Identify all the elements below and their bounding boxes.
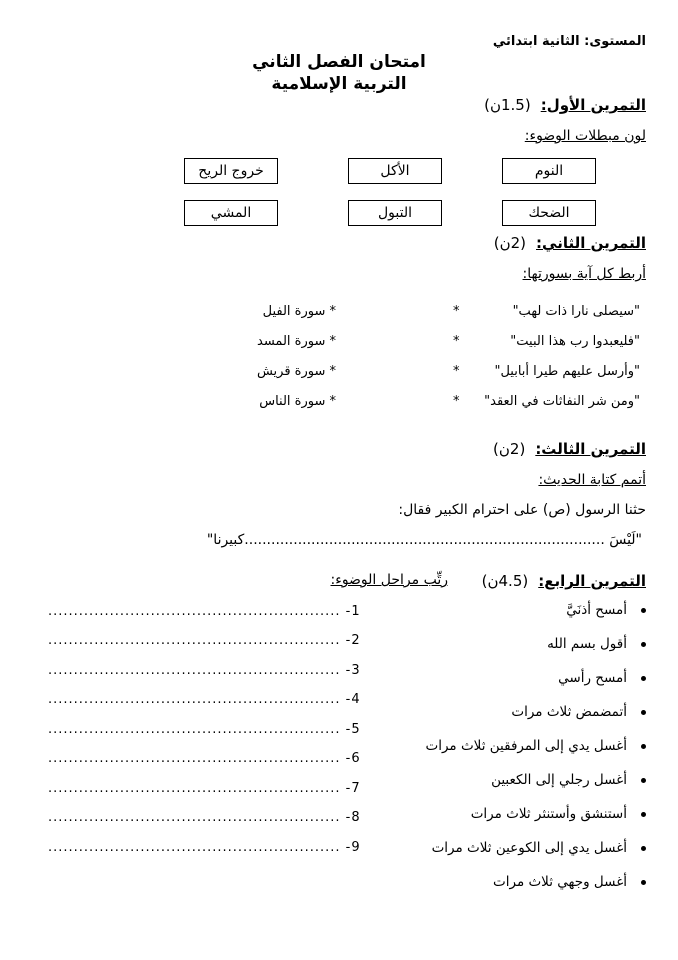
exercise-2-instruction: أربط كل آية بسورتها: — [522, 266, 646, 282]
exercise-4-instruction: رتِّب مراحل الوضوء: — [330, 572, 448, 588]
surah: * سورة المسد — [257, 334, 336, 349]
exercise-2-heading — [494, 234, 646, 252]
match-dot[interactable]: * — [453, 364, 460, 379]
surah: * سورة الفيل — [262, 304, 336, 319]
step-item: أتمضمض ثلاث مرات — [511, 704, 646, 720]
option-box[interactable]: خروج الريح — [184, 158, 278, 184]
surah: * سورة الناس — [259, 394, 336, 409]
verse: "فليعبدوا رب هذا البيت" — [510, 334, 640, 349]
exercise-3-label: التمرين الثالث: — [535, 440, 646, 458]
option-box[interactable]: الضحك — [502, 200, 596, 226]
bullet-icon — [641, 846, 646, 851]
step-item: أغسل يدي إلى المرفقين ثلاث مرات — [426, 738, 646, 754]
verse: "وأرسل عليهم طيرا أبابيل" — [494, 364, 640, 379]
step-item: أقول بسم الله — [547, 636, 646, 652]
surah: * سورة قريش — [256, 364, 336, 379]
exercise-3-points: (2ن) — [493, 440, 526, 458]
option-box[interactable]: النوم — [502, 158, 596, 184]
answer-line[interactable]: ......................................................... -9 — [48, 840, 361, 855]
step-item: أغسل رجلي إلى الكعبين — [491, 772, 646, 788]
bullet-icon — [641, 812, 646, 817]
option-box[interactable]: المشي — [184, 200, 278, 226]
answer-line[interactable]: ......................................................... -8 — [48, 810, 361, 825]
bullet-icon — [641, 744, 646, 749]
exercise-2-label: التمرين الثاني: — [536, 234, 646, 252]
answer-line[interactable]: ......................................................... -4 — [48, 692, 361, 707]
exercise-3-heading — [493, 440, 646, 458]
answer-line[interactable]: ......................................................... -2 — [48, 633, 361, 648]
bullet-icon — [641, 778, 646, 783]
answer-line[interactable]: ......................................................... -3 — [48, 663, 361, 678]
exercise-3-instruction: أتمم كتابة الحديث: — [538, 472, 646, 488]
match-dot[interactable]: * — [453, 304, 460, 319]
bullet-icon — [641, 608, 646, 613]
step-item: أغسل يدي إلى الكوعين ثلاث مرات — [432, 840, 646, 856]
exercise-4-heading — [482, 572, 646, 590]
bullet-icon — [641, 676, 646, 681]
step-item: أمسح رأسي — [558, 670, 646, 686]
option-box[interactable]: الأكل — [348, 158, 442, 184]
option-box[interactable]: التبول — [348, 200, 442, 226]
answer-line[interactable]: ......................................................... -1 — [48, 604, 361, 619]
match-dot[interactable]: * — [453, 334, 460, 349]
bullet-icon — [641, 642, 646, 647]
exercise-2-points: (2ن) — [493, 234, 527, 252]
step-item: أستنشق وأستنثر ثلاث مرات — [471, 806, 646, 822]
step-item: أمسح أذنَيَّ — [566, 602, 646, 618]
exercise-1-points: (1.5ن) — [484, 96, 531, 114]
match-dot[interactable]: * — [453, 394, 460, 409]
answer-line[interactable]: ......................................................... -7 — [48, 781, 361, 796]
hadith-blank[interactable]: "لَيْسَ .................................................................................كبيرنا" — [206, 532, 642, 548]
exam-title: امتحان الفصل الثاني — [252, 52, 426, 72]
exercise-4-label: التمرين الرابع: — [538, 572, 646, 590]
answer-line[interactable]: ......................................................... -5 — [48, 722, 361, 737]
step-item: أغسل وجهي ثلاث مرات — [493, 874, 646, 890]
bullet-icon — [641, 710, 646, 715]
level-label: المستوى: الثانية ابتدائي — [492, 34, 646, 49]
verse: "سيصلى نارا ذات لهب" — [512, 304, 640, 319]
subject-title: التربية الإسلامية — [271, 74, 407, 94]
verse: "ومن شر النفاثات في العقد" — [484, 394, 640, 409]
exercise-1-instruction: لون مبطلات الوضوء: — [524, 128, 646, 144]
exercise-4-points: (4.5ن) — [481, 572, 529, 590]
bullet-icon — [641, 880, 646, 885]
exercise-1-heading — [484, 96, 646, 114]
answer-line[interactable]: ......................................................... -6 — [48, 751, 361, 766]
hadith-intro: حثنا الرسول (ص) على احترام الكبير فقال: — [398, 502, 646, 518]
exercise-1-label: التمرين الأول: — [540, 96, 646, 114]
